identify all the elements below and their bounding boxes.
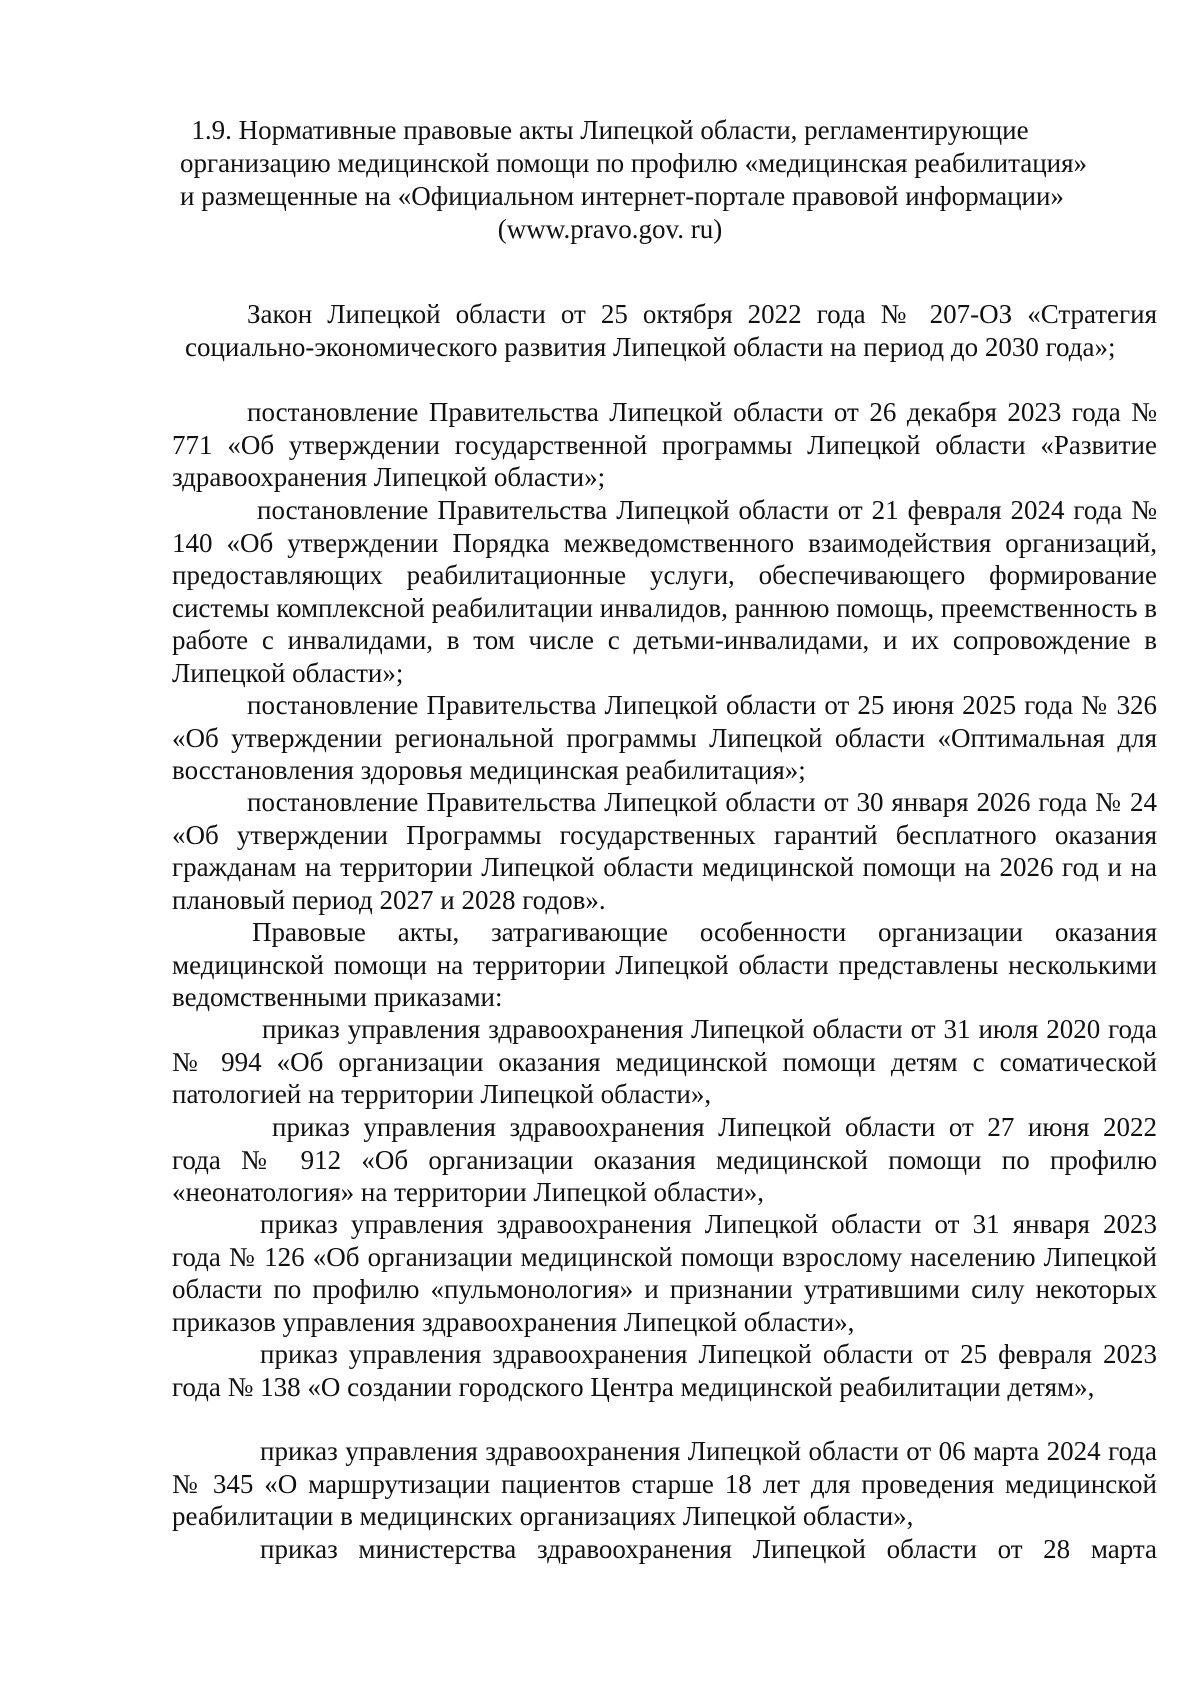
paragraph-ministry-order: приказ министерства здравоохранения Липецкой области от 28 марта bbox=[260, 1534, 1157, 1564]
heading-line: организацию медицинской помощи по профилю «медицинская реабилитация» bbox=[180, 148, 1088, 178]
paragraph-legal-acts-intro: Правовые акты, затрагивающие особенности организации оказания медицинской помощи на территории Липецкой области представлены несколькими ведомственными приказами: bbox=[172, 917, 1157, 1012]
paragraph-order-912: приказ управления здравоохранения Липецкой области от 27 июня 2022 года № 912 «Об организации оказания медицинской помощи по профилю «неонатология» на территории Липецкой области», bbox=[172, 1112, 1157, 1207]
paragraph-order-126: приказ управления здравоохранения Липецкой области от 31 января 2023 года № 126 «Об организации медицинской помощи взрослому населению Липецкой области по профилю «пульмонология» и признании утратившими силу некоторых приказов управления здравоохранения Липецкой области», bbox=[172, 1209, 1157, 1337]
paragraph-resolution-140: постановление Правительства Липецкой области от 21 февраля 2024 года № 140 «Об утверждении Порядка межведомственного взаимодействия организаций, предоставляющих реабилитационные услуги, обеспечивающего формирование системы комплексной реабилитации инвалидов, раннюю помощь, преемственность в работе с инвалидами, в том числе с детьми-инвалидами, и их сопровождение в Липецкой области»; bbox=[172, 495, 1157, 688]
paragraph-order-345: приказ управления здравоохранения Липецкой области от 06 марта 2024 года № 345 «О маршрутизации пациентов старше 18 лет для проведения медицинской реабилитации в медицинских организациях Липецкой области», bbox=[172, 1436, 1157, 1531]
paragraph-order-138: приказ управления здравоохранения Липецкой области от 25 февраля 2023 года № 138 «О создании городского Центра медицинской реабилитации детям», bbox=[172, 1339, 1157, 1402]
heading-line: и размещенные на «Официальном интернет-портале правовой информации» bbox=[180, 181, 1064, 211]
paragraph-resolution-24: постановление Правительства Липецкой области от 30 января 2026 года № 24 «Об утверждении Программы государственных гарантий бесплатного оказания гражданам на территории Липецкой области медицинской помощи на 2026 год и на плановый период 2027 и 2028 годов». bbox=[172, 787, 1157, 915]
paragraph-resolution-771: постановление Правительства Липецкой области от 26 декабря 2023 года № 771 «Об утверждении государственной программы Липецкой области «Развитие здравоохранения Липецкой области»; bbox=[172, 397, 1157, 492]
paragraph-resolution-326: постановление Правительства Липецкой области от 25 июня 2025 года № 326 «Об утверждении региональной программы Липецкой области «Оптимальная для восстановления здоровья медицинская реабилитация»; bbox=[172, 690, 1157, 785]
paragraph-order-994: приказ управления здравоохранения Липецкой области от 31 июля 2020 года № 994 «Об организации оказания медицинской помощи детям с соматической патологией на территории Липецкой области», bbox=[172, 1014, 1157, 1109]
paragraph-regional-law: Закон Липецкой области от 25 октября 2022 года № 207-ОЗ «Стратегия социально-экономического развития Липецкой области на период до 2030 года»; bbox=[185, 299, 1157, 362]
heading-line: (www.pravo.gov. ru) bbox=[497, 214, 723, 244]
heading-line: 1.9. Нормативные правовые акты Липецкой области, регламентирующие bbox=[191, 115, 1029, 145]
section-heading bbox=[180, 114, 1088, 246]
